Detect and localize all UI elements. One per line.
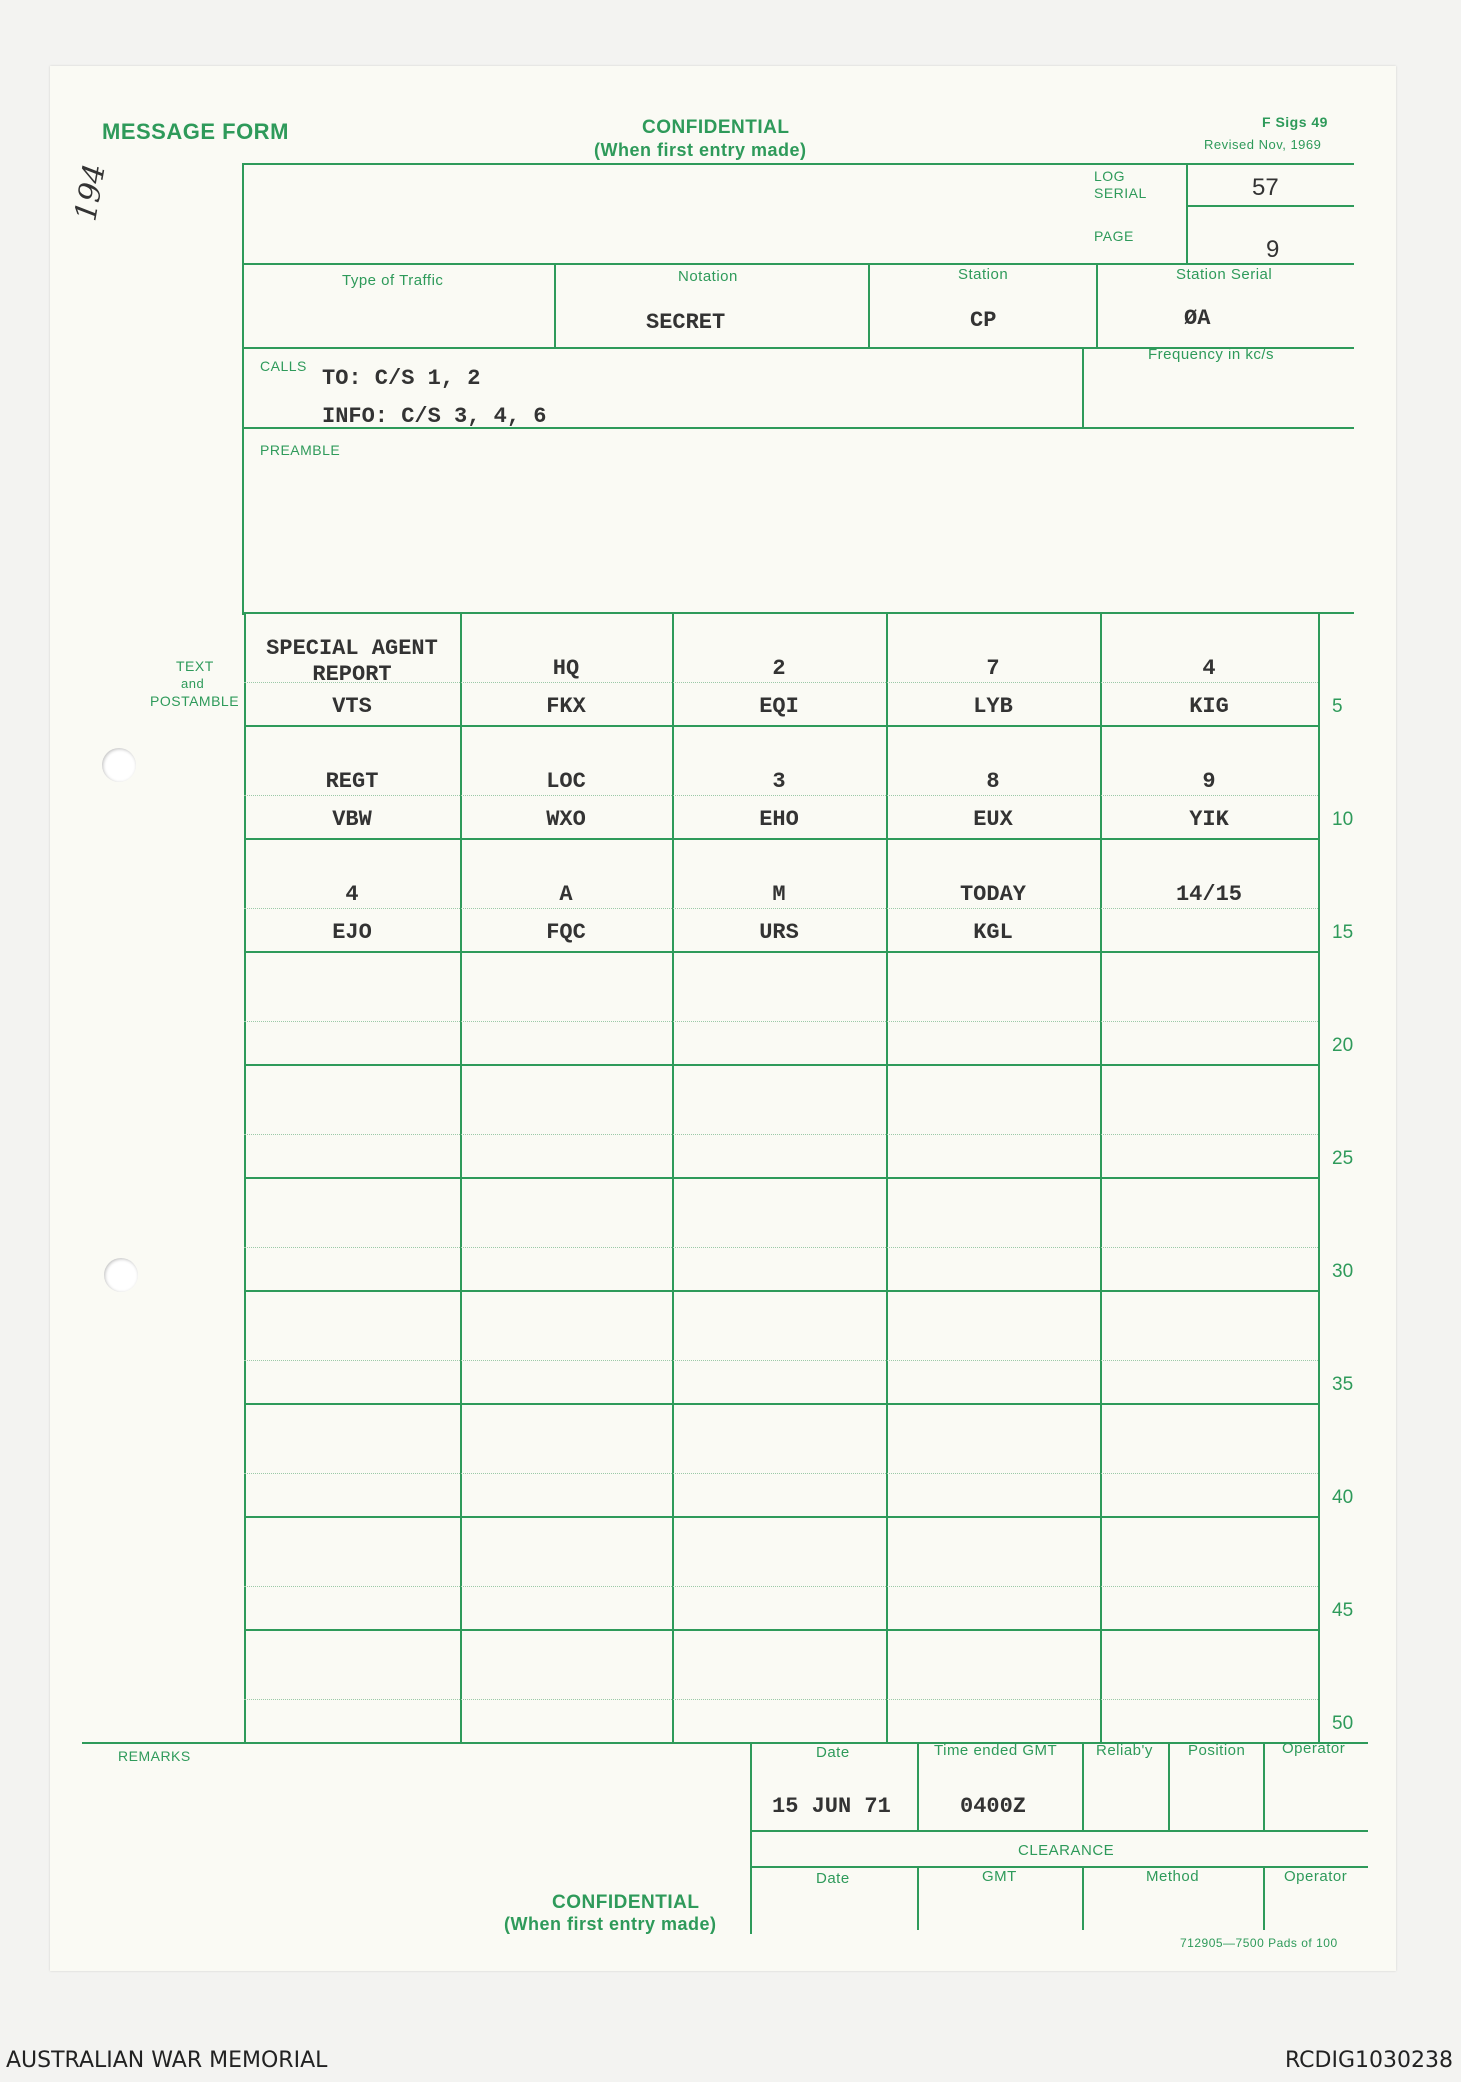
station-label: Station [958,266,1009,283]
grid-cell-top: HQ [552,656,580,681]
grid-cell-bottom: KIG [1189,694,1229,719]
type-of-traffic-label: Type of Traffic [342,272,444,289]
clearance-label: CLEARANCE [1018,1842,1115,1859]
grid-dotted-rule [244,795,1318,796]
grid-cell-top: 4 [345,882,359,907]
grid-row-rule [244,725,1318,727]
group-count: 25 [1332,1148,1354,1169]
grid-cell-top: LOC [546,769,586,794]
log-serial-label: LOG SERIAL [1094,168,1147,201]
grid-cell-top: 14/15 [1175,882,1242,907]
grid-dotted-rule [244,1586,1318,1587]
grid-right-rule [1318,612,1320,1742]
log-serial-value: 57 [1252,174,1279,201]
station-serial-label: Station Serial [1176,266,1273,283]
date-value: 15 JUN 71 [772,1794,891,1819]
group-count: 50 [1332,1713,1354,1734]
left-rule-upper [242,163,244,615]
grid-top-rule [244,612,1354,614]
grid-cell-top: 2 [772,656,786,681]
grid-cell-bottom: FKX [546,694,586,719]
grid-cell-top: 3 [772,769,786,794]
station-serial-value: ØA [1184,306,1211,331]
date-label: Date [816,1744,850,1761]
grid-row-rule [244,1290,1318,1292]
grid-cell-top: REGT [325,769,379,794]
grid-dotted-rule [244,1360,1318,1361]
notation-label: Notation [678,268,738,285]
classification-bottom: CONFIDENTIAL [552,1892,700,1913]
grid-cell-bottom: EQI [759,694,799,719]
grid-cell-bottom: URS [759,920,799,945]
clearance-operator-label: Operator [1284,1868,1348,1885]
grid-dotted-rule [244,908,1318,909]
group-count: 10 [1332,809,1354,830]
time-ended-label: Time ended GMT [934,1742,1058,1759]
classification-top: CONFIDENTIAL [642,117,790,138]
group-count: 35 [1332,1374,1354,1395]
grid-row-rule [244,1064,1318,1066]
group-count: 5 [1332,696,1343,717]
calls-to: TO: C/S 1, 2 [322,366,481,391]
page-value: 9 [1266,236,1280,263]
clearance-gmt-label: GMT [982,1868,1017,1885]
grid-row-rule [244,1629,1318,1631]
grid-cell-bottom: EJO [332,920,372,945]
preamble-label: PREAMBLE [260,442,341,458]
revised-date: Revised Nov, 1969 [1204,137,1322,152]
grid-cell-bottom: EHO [759,807,799,832]
grid-cell-bottom: YIK [1189,807,1229,832]
print-code: 712905—7500 Pads of 100 [1180,1936,1338,1950]
group-count: 20 [1332,1035,1354,1056]
notation-value: SECRET [646,310,726,335]
archive-id: RCDIG1030238 [1284,2048,1453,2073]
grid-cell-top: 8 [986,769,1000,794]
grid-cell-bottom: WXO [546,807,586,832]
grid-cell-bottom: VTS [332,694,372,719]
group-count: 15 [1332,922,1354,943]
punch-hole-lower [104,1258,138,1292]
calls-label: CALLS [260,358,307,374]
frequency-label: Frequency in kc/s [1148,346,1275,363]
grid-cell-bottom: EUX [973,807,1013,832]
grid-cell-top: SPECIAL AGENT REPORT [266,636,438,687]
grid-cell-top: M [772,882,786,907]
grid-cell-top: A [559,882,573,907]
reliability-label: Reliab'y [1096,1742,1153,1759]
grid-dotted-rule [244,1473,1318,1474]
archive-credit: AUSTRALIAN WAR MEMORIAL [6,2048,328,2073]
grid-dotted-rule [244,1699,1318,1700]
grid-cell-bottom: FQC [546,920,586,945]
grid-row-rule [244,951,1318,953]
form-code: F Sigs 49 [1262,114,1328,130]
text-label: TEXT [176,658,214,674]
grid-row-rule [244,1177,1318,1179]
time-ended-value: 0400Z [960,1794,1027,1819]
punch-hole-upper [102,748,136,782]
grid-dotted-rule [244,1247,1318,1248]
grid-cell-bottom: KGL [973,920,1013,945]
grid-cell-top: 4 [1202,656,1216,681]
grid-cell-top: TODAY [959,882,1026,907]
position-label: Position [1188,1742,1246,1759]
grid-row-rule [244,838,1318,840]
page-label: PAGE [1094,228,1134,244]
group-count: 45 [1332,1600,1354,1621]
grid-dotted-rule [244,1021,1318,1022]
group-count: 40 [1332,1487,1354,1508]
operator-label: Operator [1282,1740,1346,1757]
station-value: CP [970,308,997,333]
grid-cell-top: 9 [1202,769,1216,794]
grid-cell-bottom: LYB [973,694,1013,719]
clearance-date-label: Date [816,1870,850,1887]
grid-row-rule [244,1403,1318,1405]
form-title: MESSAGE FORM [102,119,289,144]
grid-cell-bottom: VBW [332,807,372,832]
grid-row-rule [244,1516,1318,1518]
handwritten-number: 194 [68,161,113,224]
classification-note-bottom: (When first entry made) [504,1914,717,1934]
remarks-label: REMARKS [118,1748,191,1764]
grid-cell-top: 7 [986,656,1000,681]
classification-note-top: (When first entry made) [594,140,807,160]
clearance-method-label: Method [1146,1868,1200,1885]
grid-dotted-rule [244,1134,1318,1135]
calls-info: INFO: C/S 3, 4, 6 [322,404,547,429]
group-count: 30 [1332,1261,1354,1282]
